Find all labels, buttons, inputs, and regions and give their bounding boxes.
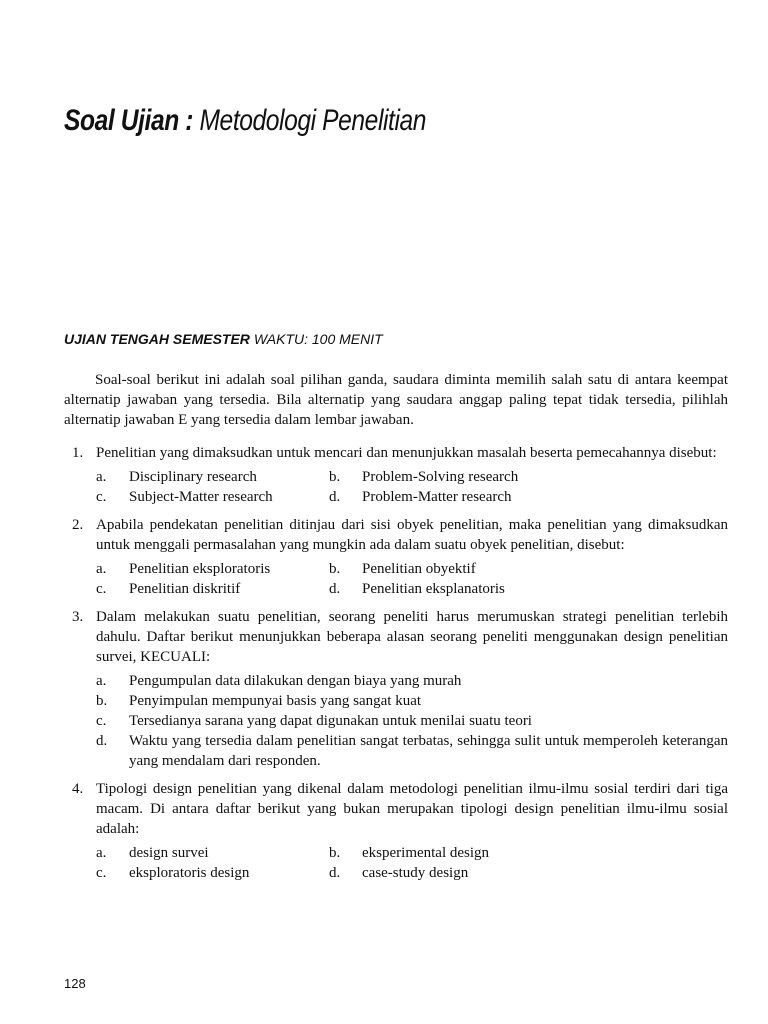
answer-option [96, 843, 329, 863]
question-text: Dalam melakukan suatu penelitian, seorang peneliti harus merumuskan strategi penelitian terlebih dahulu. Daftar berikut menunjukkan beberapa alasan seorang peneliti menggunakan design penelitian survei, KECUALI: [96, 609, 728, 665]
question-number: 3. [72, 609, 84, 625]
question-item [64, 779, 728, 883]
instructions-paragraph: Soal-soal berikut ini adalah soal pilihan ganda, saudara diminta memilih salah satu di antara keempat alternatip jawaban yang tersedia. Bila alternatip yang saudara anggap paling tepat tidak tersedia, pilihlah alternatip jawaban E yang tersedia dalam lembar jawaban. [64, 372, 728, 428]
title-subject: Metodologi Penelitian [199, 104, 427, 137]
option-text: Pengumpulan data dilakukan dengan biaya yang murah [129, 673, 462, 689]
option-letter: b. [96, 693, 108, 709]
option-text: design survei [129, 845, 209, 861]
question-number: 4. [72, 781, 84, 797]
answer-option [96, 691, 728, 711]
answer-options [96, 467, 728, 507]
option-text: Penelitian eksploratoris [129, 561, 271, 577]
option-text: Tersedianya sarana yang dapat digunakan untuk menilai suatu teori [129, 713, 532, 729]
option-text: Penelitian obyektif [362, 561, 476, 577]
answer-option [96, 731, 728, 771]
page-number: 128 [64, 976, 86, 991]
option-letter: b. [329, 845, 341, 861]
option-text: eksperimental design [362, 845, 490, 861]
answer-option [329, 863, 728, 883]
question-item [64, 607, 728, 771]
option-text: Penelitian eksplanatoris [362, 581, 505, 597]
option-letter: c. [96, 489, 107, 505]
option-letter: c. [96, 865, 107, 881]
option-text: Problem-Matter research [362, 489, 512, 505]
option-letter: a. [96, 845, 107, 861]
option-letter: a. [96, 469, 107, 485]
answer-option [329, 487, 728, 507]
option-text: Disciplinary research [129, 469, 257, 485]
exam-header [64, 331, 383, 347]
option-letter: d. [329, 489, 341, 505]
option-text: Waktu yang tersedia dalam penelitian sangat terbatas, sehingga sulit untuk memperoleh keterangan yang mendalam dari responden. [129, 733, 728, 769]
question-item [64, 443, 728, 507]
question-number: 2. [72, 517, 84, 533]
answer-options [96, 843, 728, 883]
question-text: Tipologi design penelitian yang dikenal dalam metodologi penelitian ilmu-ilmu sosial terdiri dari tiga macam. Di antara daftar berikut yang bukan merupakan tipologi design penelitian ilmu-ilmu sosial adalah: [96, 781, 728, 837]
option-text: Penelitian diskritif [129, 581, 241, 597]
exam-type: UJIAN TENGAH SEMESTER [64, 331, 250, 347]
option-text: case-study design [362, 865, 469, 881]
answer-option [96, 711, 728, 731]
option-letter: c. [96, 713, 107, 729]
question-number: 1. [72, 445, 84, 461]
answer-option [96, 487, 329, 507]
question-list [64, 443, 728, 891]
answer-option [329, 843, 728, 863]
answer-option [329, 579, 728, 599]
answer-option [329, 559, 728, 579]
title-prefix: Soal Ujian : [64, 104, 194, 137]
question-item [64, 515, 728, 599]
question-text: Apabila pendekatan penelitian ditinjau dari sisi obyek penelitian, maka penelitian yang dimaksudkan untuk menggali permasalahan yang mungkin ada dalam suatu obyek penelitian, disebut: [96, 517, 728, 553]
answer-option [96, 671, 728, 691]
option-letter: b. [329, 469, 341, 485]
option-letter: d. [96, 733, 108, 749]
answer-option [96, 467, 329, 487]
exam-duration: WAKTU: 100 MENIT [253, 331, 383, 347]
answer-option [96, 559, 329, 579]
answer-option [329, 467, 728, 487]
question-text: Penelitian yang dimaksudkan untuk mencari dan menunjukkan masalah beserta pemecahannya disebut: [96, 445, 717, 461]
option-text: eksploratoris design [129, 865, 250, 881]
answer-option [96, 863, 329, 883]
option-letter: a. [96, 561, 107, 577]
answer-option [96, 579, 329, 599]
option-letter: b. [329, 561, 341, 577]
option-letter: d. [329, 865, 341, 881]
option-letter: c. [96, 581, 107, 597]
answer-options [96, 671, 728, 771]
option-text: Penyimpulan mempunyai basis yang sangat kuat [129, 693, 422, 709]
option-text: Problem-Solving research [362, 469, 519, 485]
option-letter: a. [96, 673, 107, 689]
page-title [64, 104, 426, 138]
answer-options [96, 559, 728, 599]
option-text: Subject-Matter research [129, 489, 273, 505]
option-letter: d. [329, 581, 341, 597]
